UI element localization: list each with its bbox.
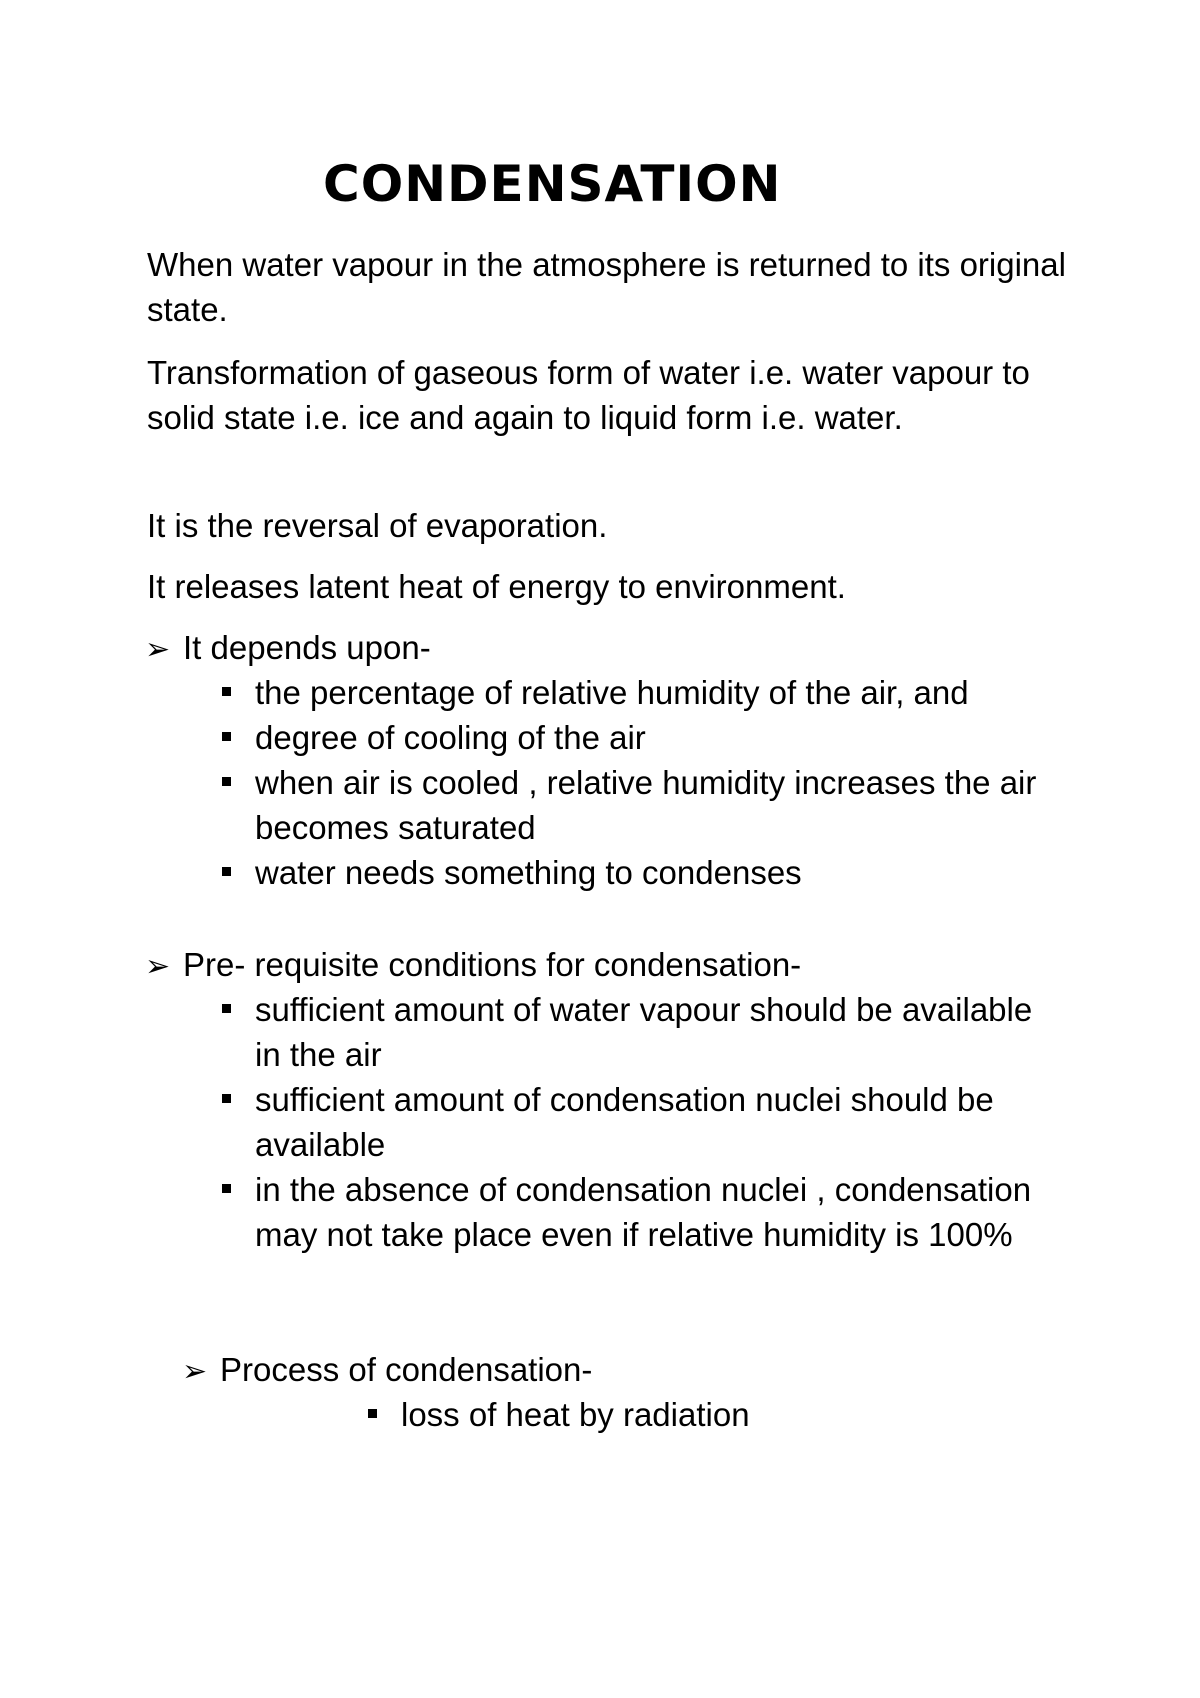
paragraph-latent-heat: It releases latent heat of energy to environment. [147,568,846,605]
list-item: in the absence of condensation nuclei , condensation may not take place even if relative humidity is 100% [220,1167,1060,1257]
list-item: the percentage of relative humidity of the air, and [220,670,1080,715]
paragraph-definition: When water vapour in the atmosphere is returned to its original state. [147,246,1066,328]
list-process [366,1392,1066,1437]
section-heading-text: Pre- requisite conditions for condensation- [183,946,802,983]
arrow-bullet-icon: ➢ [145,950,171,983]
list-prerequisites [220,987,1060,1257]
list-item: sufficient amount of condensation nuclei should be available [220,1077,1060,1167]
paragraph-transformation: Transformation of gaseous form of water i.e. water vapour to solid state i.e. ice and again to liquid form i.e. water. [147,354,1030,436]
section-heading-process [182,1347,592,1394]
list-item: sufficient amount of water vapour should be available in the air [220,987,1060,1077]
section-heading-prerequisites [145,942,801,989]
list-item: degree of cooling of the air [220,715,1080,760]
list-item: loss of heat by radiation [366,1392,1066,1437]
list-depends-upon [220,670,1080,895]
section-heading-text: It depends upon- [183,629,431,666]
arrow-bullet-icon: ➢ [145,633,171,666]
section-heading-depends-upon [145,625,431,672]
list-item: water needs something to condenses [220,850,1080,895]
list-item: when air is cooled , relative humidity increases the air becomes saturated [220,760,1080,850]
section-heading-text: Process of condensation- [220,1351,593,1388]
paragraph-reversal: It is the reversal of evaporation. [147,507,608,544]
arrow-bullet-icon: ➢ [182,1355,208,1388]
page-title: CONDENSATION [323,155,782,213]
